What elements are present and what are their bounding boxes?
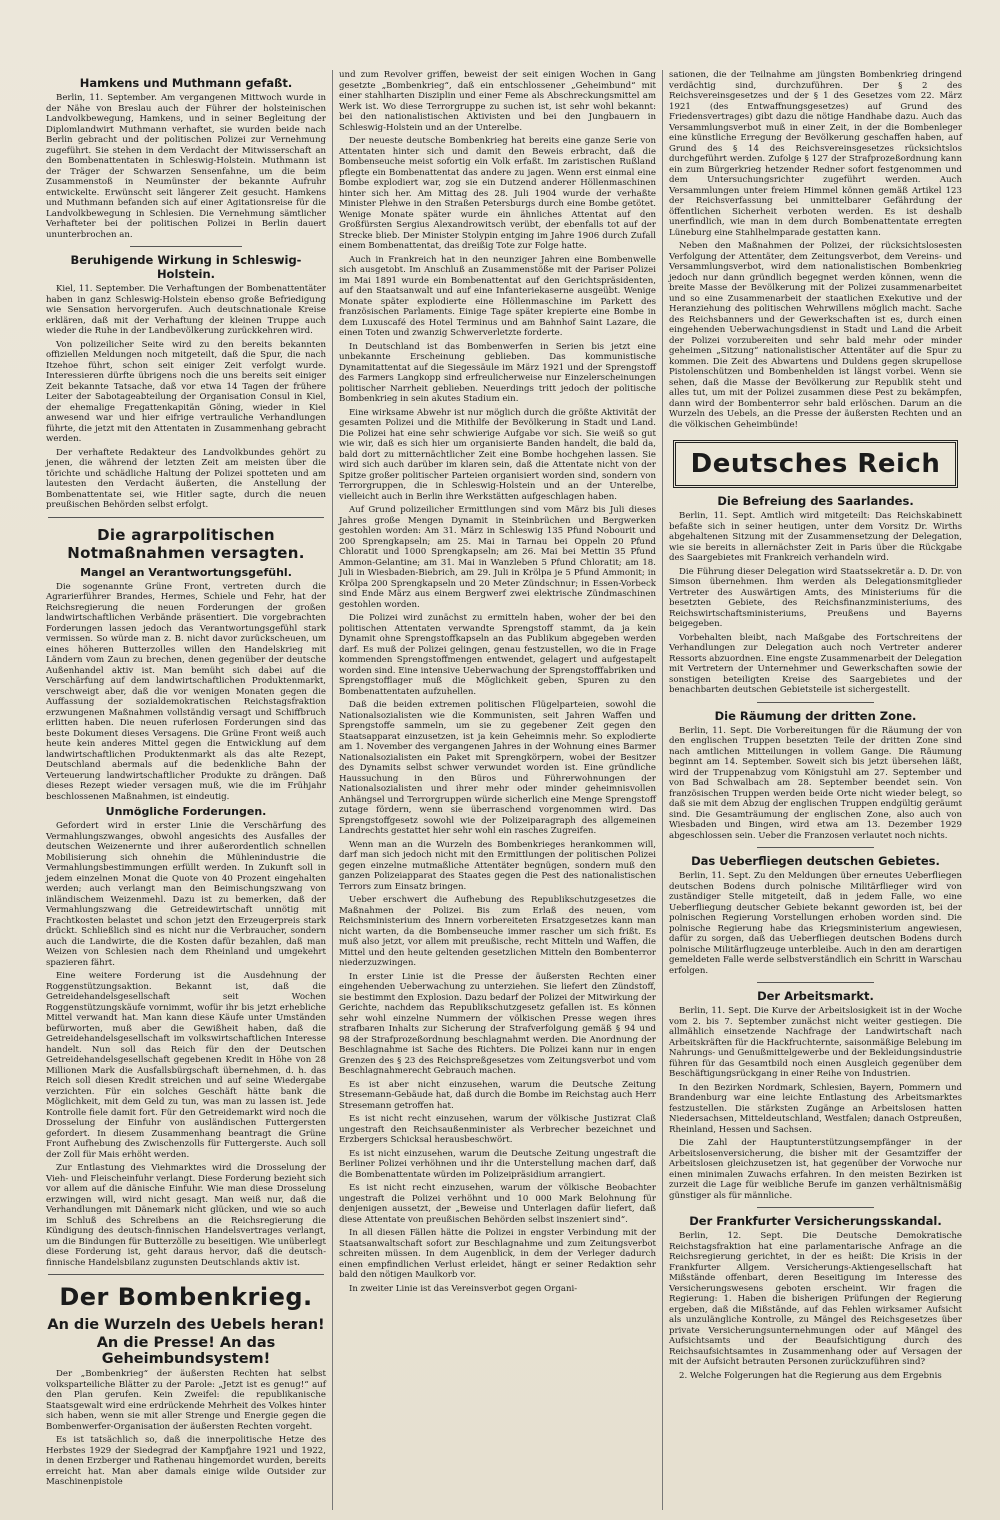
- article-bombenkrieg-p20: sationen, die der Teilnahme am jüngsten Bombenkrieg dringend verdächtig sind, durchzuführen. Der § 2 des Reichsvereinsgesetzes und der § 1 des Gesetzes vom 22. März 1921 (des Entwaffnungsgesetzes) auf Grund des Friedensvertrages) gibt dazu die nötige Handhabe dazu. Auch das Versammlungsverbot muß in einer Zeit, in der die Bombenleger eine künstliche Erregung der Bevölkerung geschaffen haben, auf Grund des § 14 des Reichsvereinsgesetzes rücksichtslos durchgeführt werden. Zufolge § 127 der Strafprozeßordnung kann ein zum Bürgerkrieg hetzender Redner sofort festgenommen und dem Untersuchungsrichter zugeführt werden. Auch Versammlungen unter freiem Himmel können gemäß Artikel 123 der Reichsverfassung bei unmittelbarer Gefährdung der öffentlichen Sicherheit verboten werden. Es ist deshalb unerfindlich, wie man in dem durch Bombenattentate erregten Lüneburg eine Stahlhelmparade gestatten kann.: [669, 70, 962, 238]
- column-3: [662, 70, 968, 1510]
- headline-versicherung: Der Frankfurter Versicherungsskandal.: [689, 1214, 942, 1228]
- article-bombenkrieg-p15: Es ist nicht recht einzusehen, warum der völkische Justizrat Claß ungestraft den Reichsaußenminister als Verbrecher bezeichnet und Erzbergers Schicksal herausbeschwört.: [339, 1114, 656, 1145]
- article-bombenkrieg-p5: Auch in Frankreich hat in den neunziger Jahren eine Bombenwelle sich ausgetobt. Im Anschluß an Zusammenstöße mit der Pariser Polizei im Mai 1891 wurde ein Bombenattentat auf den Gerichtspräsidenten, auf den Staatsanwalt und auf eine Infanteriekaserne ausgeübt. Wenige Monate später explodierte eine Höllenmaschine im Parkett des französischen Parlaments. Einige Tage später krepierte eine Bombe in dem Luxuscafé des Hotel Terminus und am Bahnhof Saint Lazare, die einen Toten und zwanzig Schwerverletzte forderte.: [339, 254, 656, 338]
- article-bombenkrieg-p6: In Deutschland ist das Bombenwerfen in Serien bis jetzt eine unbekannte Erscheinung geblieben. Das kommunistische Dynamitattentat auf die Siegessäule im März 1921 und der Sprengstoff des Farmers Langkopp sind erfreulicherweise nur Einzelerscheinungen politischer Narrheit geblieben. Neuerdings tritt jedoch der politische Bombenkrieg in sein akutes Stadium ein.: [339, 341, 656, 404]
- article-bombenkrieg-p12: Ueber erschwert die Aufhebung des Republikschutzgesetzes die Maßnahmen der Polizei. Bis zum Erlaß des neuen, vom Reichsministerium des Innern vorbereiteten Ersatzgesetzes kann man nicht warten, da die Bombenseuche immer rascher um sich frißt. Es muß also jetzt, vor allem mit preußische, recht Mitteln und Waffen, die Mittel und den heute geltenden gesetzlichen Mitteln den Bombenterror niederzuzwingen.: [339, 895, 656, 968]
- article-bombenkrieg-p14: Es ist aber nicht einzusehen, warum die Deutsche Zeitung Stresemann-Gebäude hat, daß durch die Bombe im Reichstag auch Herr Stresemann getroffen hat.: [339, 1079, 656, 1111]
- headline-arbeitsmarkt: Der Arbeitsmarkt.: [757, 989, 874, 1003]
- headline-agrar: Die agrarpolitischen Notmaßnahmen versagten.: [67, 525, 305, 562]
- divider: [48, 1274, 324, 1275]
- article-bombenkrieg-p1: Der „Bombenkrieg“ der äußersten Rechten hat selbst volksparteiliche Blätter zu der Parole: „Jetzt ist es genug!“ auf den Plan gerufen. Kein Zweifel: die republikanische Staatsgewalt wird eine erdrückende Mehrheit des Volkes hinter sich haben, wenn sie mit aller Strenge und Energie gegen die Bombenwerfer-Organisation der äußersten Rechten vorgeht.: [46, 1369, 326, 1432]
- article-bombenkrieg-p17: Es ist nicht recht einzusehen, warum der völkische Beobachter ungestraft die Polizei verhöhnt und 10 000 Mark Belohnung für denjenigen aussetzt, der „Beweise und Unterlagen dafür liefert, daß diese Attentate von preußischen Behörden selbst inszeniert sind“.: [339, 1183, 656, 1225]
- subheadline-agrar: Mangel an Verantwortungsgefühl.: [80, 565, 292, 579]
- article-raeumung-p1: Berlin, 11. Sept. Die Vorbereitungen für die Räumung der von den englischen Truppen besetzten Teile der dritten Zone sind nach amtlichen Mitteilungen in vollem Gange. Die Räumung beginnt am 14. September. Soweit sich bis jetzt übersehen läßt, wird der Truppenabzug vom Königstuhl am 27. September und von Bad Schwalbach am 28. September beendet sein. Von französischen Truppen werden beide Orte nicht wieder belegt, so daß sie mit dem Abzug der englischen Truppen endgültig geräumt sind. Die Gesamträumung der englischen Zone, also auch von Wiesbaden und Bingen, wird etwa am 13. Dezember 1929 abgeschlossen sein. Ueber die Franzosen verlautet noch nichts.: [669, 725, 962, 841]
- article-bombenkrieg-p16: Es ist nicht einzusehen, warum die Deutsche Zeitung ungestraft die Berliner Polizei verhöhnen und ihr die Unterstellung machen darf, daß die Bombenattentate würden im Polizeipräsidium arrangiert.: [339, 1148, 656, 1180]
- article-bombenkrieg-p7: Eine wirksame Abwehr ist nur möglich durch die größte Aktivität der gesamten Polizei und die Mithilfe der Bevölkerung in Stadt und Land. Die Polizei hat eine sehr schwierige Aufgabe vor sich. Sie weiß so gut wie wir, daß es sich hier um organisierte Banden handelt, die bald da, bald dort zu mitternächtlicher Zeit eine Bombe hochgehen lassen. Sie wird sich auch darüber im klaren sein, daß die Attentate nicht von der Spitze großer politischer Parteien organisiert worden sind, sondern von Terrorgruppen, die in Schleswig-Holstein und an der Unterelbe, vielleicht auch in Berlin ihre Werkstätten aufgeschlagen haben.: [339, 407, 656, 502]
- divider: [130, 246, 242, 247]
- section-banner: [673, 440, 958, 488]
- article-versicherung-p1: Berlin, 12. Sept. Die Deutsche Demokratische Reichstagsfraktion hat eine parlamentarische Anfrage an die Reichsregierung gerichtet, in der es heißt: Die Krisis in der Frankfurter Allgem. Versicherungs-Aktiengesellschaft hat Mißstände offenbart, deren Beseitigung im Interesse des Versicherungswesens geboten erscheint. Wir fragen die Regierung: 1. Haben die bisherigen Prüfungen der Regierung ergeben, daß die Mißstände, auf das Fehlen wirksamer Aufsicht als unzulängliche Kontrolle, zu Mängel des Reichsgesetzes über private Versicherungsunternehmungen oder auf Mängel des Aufsichtsamts und der Beaufsichtigung durch des Reichsaufsichtsamtes in Zusammenhang oder auf Versagen der mit der Aufsicht betrauten Personen zurückzuführen sind?: [669, 1231, 962, 1367]
- article-bombenkrieg-p10: Daß die beiden extremen politischen Flügelparteien, sowohl die Nationalsozialisten wie die Kommunisten, seit Jahren Waffen und Sprengstoffe sammeln, um sie zu gegebener Zeit gegen den Staatsapparat einzusetzen, ist ja kein Geheimnis mehr. So explodierte am 1. November des vergangenen Jahres in der Wohnung eines Barmer Nationalsozialisten ein Paket mit Sprengkörpern, wobei der Besitzer des Dynamits selbst schwer verwundet worden ist. Eine gründliche Haussuchung in den Büros und Führerwohnungen der Nationalsozialisten und ihrer mehr oder minder geheimnisvollen Anhängsel und Terrorgruppen würde sicherlich eine Menge Sprengstoff zutage fördern, wenn sie überraschend vorgenommen wird. Das Sprengstoffgesetz sowohl wie der Polizeiparagraph des allgemeinen Landrechts gestattet hier sehr wohl ein rasches Zugreifen.: [339, 700, 656, 836]
- article-bombenkrieg-p11: Wenn man an die Wurzeln des Bombenkrieges herankommen will, darf man sich jedoch nicht mit den Ermittlungen der politischen Polizei gegen einzelne mutmaßliche Attentäter begnügen, sondern muß den ganzen Polizeiapparat des Staates gegen die Pest des nationalistischen Terrors zum Einsatz bringen.: [339, 839, 656, 892]
- article-schleswig-p2: Von polizeilicher Seite wird zu den bereits bekannten offiziellen Meldungen noch mitgeteilt, daß die Spur, die nach Itzehoe führt, schon seit einiger Zeit verfolgt wurde. Interessieren dürfte übrigens noch die uns bereits seit einiger Zeit bekannte Tatsache, daß vor etwa 14 Tagen der frühere Leiter der Sabotageabteilung der Organisation Consul in Kiel, der ehemalige Fregattenkapitän Göning, wieder in Kiel anwesend war und hier eifrige vertrauliche Verhandlungen führte, die jetzt mit den Attentaten in Zusammenhang gebracht werden.: [46, 339, 326, 444]
- subheadline-presse: An die Presse! An das Geheimbundsystem!: [96, 1335, 276, 1367]
- divider: [757, 982, 874, 983]
- article-schleswig-p3: Der verhaftete Redakteur des Landvolkbundes gehört zu jenen, die während der letzten Zeit am meisten über die törichte und schädliche Haltung der Polizei spotteten und am lautesten den Verdacht äußerten, die Anstellung der Bombenattentate sei, wie Hitler sagte, durch die neuen preußischen Behörden selbst erfolgt.: [46, 447, 326, 510]
- article-bombenkrieg-p21: Neben den Maßnahmen der Polizei, der rücksichtslosesten Verfolgung der Attentäter, dem Zeitungsverbot, dem Vereins- und Versammlungsverbot, wird dem nationalistischen Bombenkrieg jedoch nur dann gründlich begegnet werden können, wenn die breite Masse der Bevölkerung mit der Polizei zusammenarbeitet und so eine Zusammenarbeit der staatlichen Exekutive und der Heranziehung des politischen Wehrwillens möglich macht. Sache des Reichsbanners und der Gewerkschaften ist es, durch einen eingehenden Ueberwachungsdienst in Stadt und Land die Arbeit der Polizei vorzubereiten und sehr bald mehr oder minder geheimen „Sitzung“ nationalistischer Attentäter auf die Spur zu kommen. Die Zeit des Abwartens und Duldens gegen skrupellose Pistolenschützen und Bombenhelden ist längst vorbei. Wenn sie sehen, daß die Masse der Bevölkerung zur Republik steht und alles tut, um mit der Polizei zusammen diese Pest zu bekämpfen, dann wird der Bombenterror sehr bald erlöschen. Darum an die Wurzeln des Uebels, an die Presse der äußersten Rechten und an die völkischen Geheimbünde!: [669, 241, 962, 430]
- article-agrar-p3: Eine weitere Forderung ist die Ausdehnung der Roggenstützungsaktion. Bekannt ist, daß die Getreidehandelsgesellschaft seit Wochen Roggenstützungskäufe vornimmt, wofür ihr bis jetzt erhebliche Mittel verwandt hat. Man kann diese Käufe unter Umständen befürworten, muß aber die Gewißheit haben, daß die Getreidehandelsgesellschaft im volkswirtschaftlichen Interesse handelt. Nun soll das Reich für den der Deutschen Getreidehandelsgesellschaft gegebenen Kredit in Höhe von 28 Millionen Mark die Ausfallsbürgschaft übernehmen, d. h. das Reich soll diesen Kredit streichen und auf seine Wiedergabe verzichten. Für ein solches Geschäft hätte bank die Möglichkeit, mit dem Geld zu tun, was man zu lassen ist. Jede Kontrolle fiele damit fort. Für den Getreidemarkt wird noch die Drosselung der Einfuhr von ausländischen Futtergersten gefordert. In diesem Zusammenhang beantragt die Grüne Front Aufhebung des Zwischenzolls für Futtergerste. Auch soll der Zoll für Mais erhöht werden.: [46, 971, 326, 1160]
- article-versicherung-p2: 2. Welche Folgerungen hat die Regierung aus dem Ergebnis: [679, 1370, 942, 1381]
- headline-raeumung: Die Räumung der dritten Zone.: [714, 708, 917, 723]
- article-saarland-p1: Berlin, 11. Sept. Amtlich wird mitgeteilt: Das Reichskabinett befaßte sich in seiner heutigen, unter dem Vorsitz Dr. Wirths abgehaltenen Sitzung mit der Zusammensetzung der Delegation, wie sie bereits in allernächster Zeit in Paris über die Rückgabe des Saargebietes mit Frankreich verhandeln wird.: [669, 511, 962, 563]
- article-hamkens-body: Berlin, 11. September. Am vergangenen Mittwoch wurde in der Nähe von Breslau auch der Führer der holsteinischen Landvolkbewegung, Hamkens, und in seiner Begleitung der Diplomlandwirt Muthmann verhaftet, sie wurden beide nach Berlin gebracht und der politischen Polizei zur Vernehmung zugeführt. Sie stehen in dem Verdacht der Mitwisserschaft an den Bombenattentaten in Schleswig-Holstein. Muthmann ist der Träger der Schwarzen Sensenfahne, um die beim Zusammenstoß in Neumünster der bekannte Aufruhr entwickelte. Erwünscht seit längerer Zeit gesucht. Hamkens und Muthmann befanden sich auf einer Agitationsreise für die Landvolkbewegung in Schlesien. Die Vernehmung sämtlicher Verhafteter bei der politischen Polizei in Berlin dauert ununterbrochen an.: [46, 93, 326, 240]
- article-bombenkrieg-p13: In erster Linie ist die Presse der äußersten Rechten einer eingehenden Ueberwachung zu unterziehen. Sie liefert den Zündstoff, sie bestimmt den Explosion. Dazu bedarf der Polizei der Mitwirkung der Gerichte, nachdem das Republikschutzgesetz gefallen ist. Es können sehr wohl einzelne Nummern der völkischen Presse wegen ihres strafbaren Inhalts zur Sicherung der Strafverfolgung gemäß § 94 und 98 der Strafprozeßordnung beschlagnahmt werden. Die Anordnung der Beschlagnahme ist Sache des Richters. Die Polizei kann nur in engen Grenzen des § 23 des Reichspreßgesetzes vom Zeitungsverbot und vom Beschlagnahmerecht Gebrauch machen.: [339, 971, 656, 1076]
- article-ueberfliegen-p1: Berlin, 11. Sept. Zu den Meldungen über erneutes Ueberfliegen deutschen Bodens durch polnische Militärflieger wird von zuständiger Stelle mitgeteilt, daß in jedem Falle, wo eine Ueberfliegung deutscher Gebiete bekannt geworden ist, bei der polnischen Regierung Vorstellungen erhoben worden sind. Die polnische Regierung habe das Kriegsministerium angewiesen, dafür zu sorgen, daß das Ueberfliegen deutschen Bodens durch polnische Militärflugzeuge unterbleibe. Auch in den am derartigen gemeldeten Falle werde selbstverständlich ein Schritt in Warschau erfolgen.: [669, 871, 962, 976]
- article-schleswig-p1: Kiel, 11. September. Die Verhaftungen der Bombenattentäter haben in ganz Schleswig-Holstein ebenso große Befriedigung wie Sensation hervorgerufen. Auch deutschnationale Kreise erklären, daß mit der Verhaftung der kleinen Truppe auch wieder die Ruhe in der Landbevölkerung zurückkehren wird.: [46, 284, 326, 336]
- article-bombenkrieg-p18: In all diesen Fällen hätte die Polizei in engster Verbindung mit der Staatsanwaltschaft sofort zur Beschlagnahme und zum Zeitungsverbot schreiten müssen. In dem Augenblick, in dem der Verleger dadurch einen empfindlichen Verlust erleidet, hängt er seiner Redaktion sehr bald den nötigen Maulkorb vor.: [339, 1228, 656, 1280]
- divider: [757, 1207, 874, 1208]
- article-arbeitsmarkt-p1: Berlin, 11. Sept. Die Kurve der Arbeitslosigkeit ist in der Woche vom 2. bis 7. September zunächst nicht weiter gestiegen. Die allmählich einsetzende Nachfrage der Landwirtschaft nach Arbeitskräften für die Hackfruchternte, saisonmäßige Belebung im Nahrungs- und Genußmittelgewerbe und der Bekleidungsindustrie führen für das Gesamtbild noch einen Ausgleich gegenüber dem Beschäftigungsrückgang in einer Reihe von Industrien.: [669, 1006, 962, 1079]
- article-bombenkrieg-p19: In zweiter Linie ist das Vereinsverbot gegen Organi-: [349, 1283, 578, 1294]
- article-arbeitsmarkt-p3: Die Zahl der Hauptunterstützungsempfänger in der Arbeitslosenversicherung, die bisher mit der Gesamtziffer der Arbeitslosen gleichzusetzen ist, hat gegenüber der Vorwoche nur einen minimalen Zuwachs erfahren. In den meisten Bezirken ist zurzeit die Lage für weibliche Berufe im ganzen verhältnismäßig günstiger als für männliche.: [669, 1138, 962, 1201]
- article-agrar-p4: Zur Entlastung des Viehmarktes wird die Drosselung der Vieh- und Fleischeinfuhr verlangt. Diese Forderung bezieht sich vor allem auf die dänische Einfuhr. Wie man diese Drosselung erzwingen will, wird nicht gesagt. Man weiß nur, daß die Verhandlungen mit Dänemark nicht glücken, und wie so auch im Schluß des Schreibens an die Reichsregierung die Kündigung des deutsch-finnischen Handelsvertrages verlangt, um die Bindungen für Butterzölle zu beseitigen. Wie unüberlegt diese Forderung ist, geht daraus hervor, daß die deutsch-finnische Handelsbilanz zugunsten Deutschlands aktiv ist.: [46, 1163, 326, 1268]
- article-bombenkrieg-p4: Der neueste deutsche Bombenkrieg hat bereits eine ganze Serie von Attentaten hinter sich und damit den Beweis erbracht, daß die Bombenseuche meist sofortig ein Volk erfaßt. Im zaristischen Rußland pflegte ein Bombenattentat das andere zu jagen. Wenn erst einmal eine Bombe explodiert war, zog sie ein Dutzend anderer Höllenmaschinen hinter sich her. Am Mittag des 28. Juli 1904 wurde der verhaßte Minister Plehwe in den Straßen Petersburgs durch eine Bombe getötet. Wenige Monate später wurde ein ähnliches Attentat auf den Großfürsten Sergius Alexandrowitsch verübt, der ebenfalls tot auf der Strecke blieb. Der Minister Stolypin entging im Jahre 1906 durch Zufall einem Bombenattentat, das dreißig Tote zur Folge hatte.: [339, 136, 656, 251]
- headline-saarland: Die Befreiung des Saarlandes.: [717, 494, 914, 508]
- divider: [757, 702, 874, 703]
- divider: [757, 847, 874, 848]
- subheadline-forderungen: Unmögliche Forderungen.: [105, 805, 267, 818]
- article-arbeitsmarkt-p2: In den Bezirken Nordmark, Schlesien, Bayern, Pommern und Brandenburg war eine leichte Entlastung des Arbeitsmarktes festzustellen. Die stärksten Zugänge an Arbeitslosen hatten Niedersachsen, Mitteldeutschland, Westfalen; danach Ostpreußen, Rheinland, Hessen und Sachsen.: [669, 1082, 962, 1135]
- headline-hamkens: Hamkens und Muthmann gefaßt.: [79, 76, 293, 90]
- article-saarland-p3: Vorbehalten bleibt, nach Maßgabe des Fortschreitens der Verhandlungen zur Delegation auch noch Vertreter anderer Ressorts abzuordnen. Eine engste Zusammenarbeit der Delegation mit Vertretern der Unternehmer und Gewerkschaften sowie der sonstigen beteiligten Kreise des Saargebietes und der benachbarten deutschen Gebietsteile ist sichergestellt.: [669, 632, 963, 695]
- divider: [48, 517, 324, 518]
- article-bombenkrieg-p2: Es ist tatsächlich so, daß die innerpolitische Hetze des Herbstes 1929 der Siedegrad der Kampfjahre 1921 und 1922, in denen Erzberger und Rathenau hingemordet wurden, bereits erreicht hat. Man aber damals einige wilde Outsider zur Maschinenpistole: [46, 1435, 326, 1487]
- article-bombenkrieg-p9: Die Polizei wird zunächst zu ermitteln haben, woher der bei den politischen Attentaten verwandte Sprengstoff stammt, da ja kein Dynamit ohne Sprengstoffkapseln an das Publikum abgegeben werden darf. Es muß der Polizei gelingen, genau festzustellen, wo die in Frage kommenden Sprengstoffmengen entwendet, gelagert und aufgestapelt worden sind. Eine intensive Ueberwachung der Sprengstofffabriken und Sprengstofflager muß die Möglichkeit geben, Spuren zu den Bombenattentaten aufzuhellen.: [339, 613, 656, 697]
- headline-ueberfliegen: Das Ueberfliegen deutschen Gebietes.: [691, 854, 940, 868]
- headline-schleswig: Beruhigende Wirkung in Schleswig-Holstein.: [70, 253, 302, 281]
- section-banner-title: Deutsches Reich: [690, 449, 941, 479]
- article-agrar-p2: Gefordert wird in erster Linie die Verschärfung des Vermahlungszwanges, obwohl angesichts des Ausfalles der deutschen Weizenernte und ihrer außerordentlich schnellen Mobilisierung sich ohnehin die Mühlenindustrie die Vermahlungsbestimmungen erfüllt werden. In Zukunft soll in jedem einzelnen Monat die Quote von 40 Prozent eingehalten werden; auch verlangt man den Beimischungszwang von inländischem Weizenmehl. Dazu ist zu bemerken, daß der Vermahlungszwang die Getreidewirtschaft unnötig mit Frachtkosten belastet und schon jetzt den Erzeugerpreis stark drückt. Schließlich sind es nicht nur die Verbraucher, sondern auch die Landwirte, die die Kosten dafür bezahlen, daß man Weizen von Schlesien nach dem Rheinland und umgekehrt spazieren fährt.: [46, 821, 326, 968]
- column-1: [40, 70, 332, 1510]
- subheadline-wurzeln: An die Wurzeln des Uebels heran!: [47, 1317, 325, 1333]
- column-2: [332, 70, 662, 1510]
- article-bombenkrieg-p8: Auf Grund polizeilicher Ermittlungen sind vom März bis Juli dieses Jahres große Mengen Dynamit in Steinbrüchen und Bergwerken gestohlen worden: Am 31. März in Schleswig 135 Pfund Nobourit und 200 Sprengkapseln; am 25. Mai in Tarnau bei Oppeln 20 Pfund Chloratit und 1000 Sprengkapseln; am 26. Mai bei Mettin 35 Pfund Ammon-Gelantine; am 31. Mai in Wanzleben 5 Pfund Chloratit; am 18. Juli in Wiesbaden-Biebrich, am 29. Juli in Krölpa je 5 Pfund Ammonit; in Krölpa 200 Sprengkapseln und 20 Meter Zündschnur; in Essen-Vorbeck sind Ende März aus einem Bergwerf zwei elektrische Zündmaschinen gestohlen worden.: [339, 505, 656, 610]
- columns: [40, 70, 980, 1510]
- article-saarland-p2: Die Führung dieser Delegation wird Staatssekretär a. D. Dr. von Simson übernehmen. Ihm werden als Delegationsmitglieder Vertreter des Auswärtigen Amts, des Ministeriums für die besetzten Gebiete, des Reichsfinanzministeriums, des Reichswirtschaftsministeriums, Preußens und Bayerns beigegeben.: [669, 566, 962, 629]
- headline-bombenkrieg: Der Bombenkrieg.: [59, 1283, 313, 1311]
- article-bombenkrieg-p3: und zum Revolver griffen, beweist der seit einigen Wochen in Gang gesetzte „Bombenkrieg“, daß ein entschlossener „Geheimbund“ mit einer stahlharten Disziplin und einer Feme als Abschreckungsmittel am Werk ist. Wo diese Terrorgruppe zu suchen ist, ist sehr wohl bekannt: bei den nationalistischen Aktivisten und bei den Jungbauern in Schleswig-Holstein und an der Unterelbe.: [339, 70, 656, 133]
- article-agrar-p1: Die sogenannte Grüne Front, vertreten durch die Agrarierführer Brandes, Hermes, Schiele und Fehr, hat der Reichsregierung die neuen Forderungen der großen landwirtschaftlichen Verbände präsentiert. Die vorgebrachten Forderungen lassen jedoch das Verantwortungsgefühl stark vermissen. So würde man z. B. nicht davor zurückscheuen, um eines höheren Butterzolles willen den Handelskrieg mit Ländern vom Zaun zu brechen, denen gegenüber der deutsche Außenhandel aktiv ist. Man bemüht sich dabei auf die Verschärfung auf dem landwirtschaftlichen Produktenmarkt, verschweigt aber, daß die vor wenigen Monaten gegen die Auffassung der sozialdemokratischen Reichstagsfraktion erzwungenen Maßnahmen vollständig versagt und Schiffbruch erlitten haben. Die neuen ruferlosen Forderungen sind das beste Dokument dieses Versagens. Die Grüne Front weiß auch heute kein anderes Mittel gegen die Entwicklung auf dem landwirtschaftlichen Produktenmarkt als das alte Rezept, Deutschland abermals auf die bedenkliche Bahn der Verteuerung landwirtschaftlicher Produkte zu drängen. Daß dieses Rezept wieder versagen muß, wie die im Frühjahr beschlossenen Maßnahmen, ist eindeutig.: [46, 581, 326, 802]
